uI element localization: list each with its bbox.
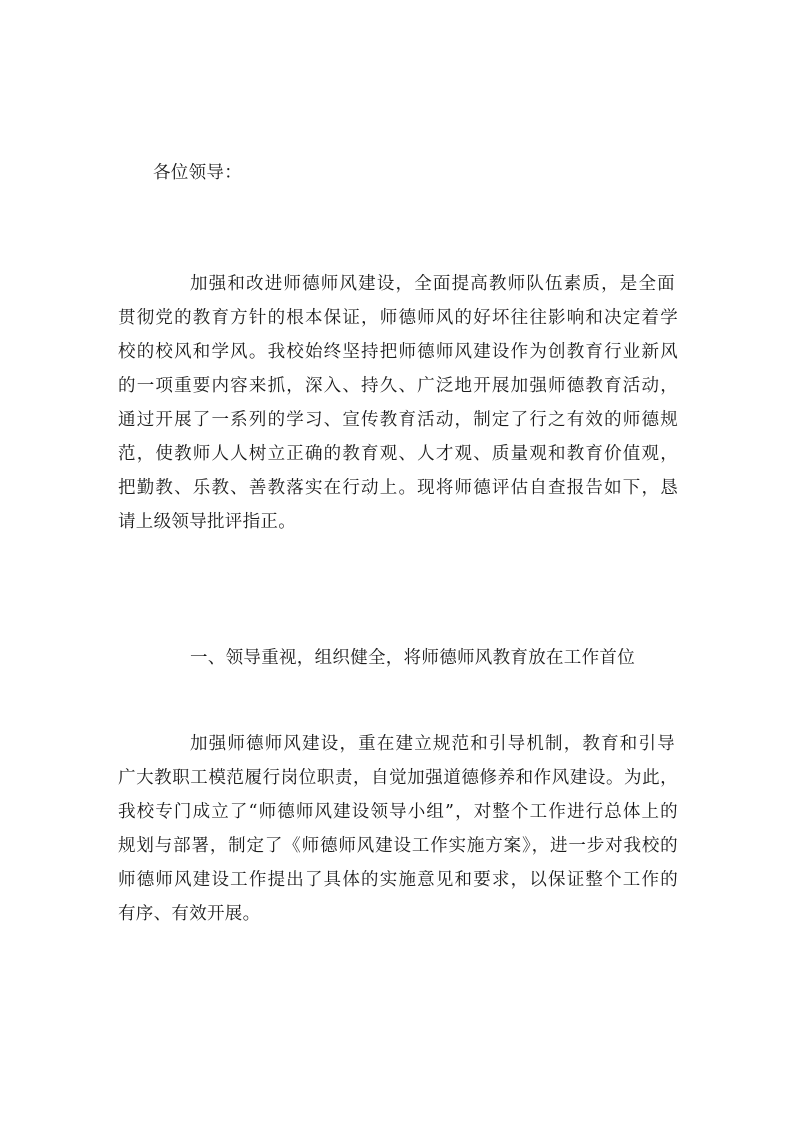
paragraph-line: 范，使教师人人树立正确的教育观、人才观、质量观和教育价值观， — [118, 444, 678, 464]
paragraph-line: 我校专门成立了“师德师风建设领导小组”，对整个工作进行总体上的 — [118, 802, 678, 822]
paragraph-line: 规划与部署，制定了《师德师风建设工作实施方案》，进一步对我校的 — [118, 836, 678, 856]
salutation: 各位领导： — [153, 163, 242, 183]
paragraph-line: 师德师风建设工作提出了具体的实施意见和要求，以保证整个工作的 — [118, 870, 678, 890]
section-heading: 一、领导重视，组织健全，将师德师风教育放在工作首位 — [190, 648, 635, 668]
paragraph-line: 广大教职工模范履行岗位职责，自觉加强道德修养和作风建设。为此， — [118, 768, 678, 788]
paragraph-line: 加强师德师风建设，重在建立规范和引导机制，教育和引导 — [190, 734, 675, 754]
paragraph-line: 的一项重要内容来抓，深入、持久、广泛地开展加强师德教育活动， — [118, 376, 678, 396]
paragraph-line: 加强和改进师德师风建设，全面提高教师队伍素质，是全面 — [190, 274, 675, 294]
paragraph-line: 请上级领导批评指正。 — [118, 512, 296, 532]
paragraph-line: 贯彻党的教育方针的根本保证，师德师风的好坏往往影响和决定着学 — [118, 308, 678, 328]
paragraph-line: 通过开展了一系列的学习、宣传教育活动，制定了行之有效的师德规 — [118, 410, 678, 430]
paragraph-line: 校的校风和学风。我校始终坚持把师德师风建设作为创教育行业新风 — [118, 342, 678, 362]
paragraph-line: 把勤教、乐教、善教落实在行动上。现将师德评估自查报告如下，恳 — [118, 478, 678, 498]
paragraph-line: 有序、有效开展。 — [118, 904, 261, 924]
